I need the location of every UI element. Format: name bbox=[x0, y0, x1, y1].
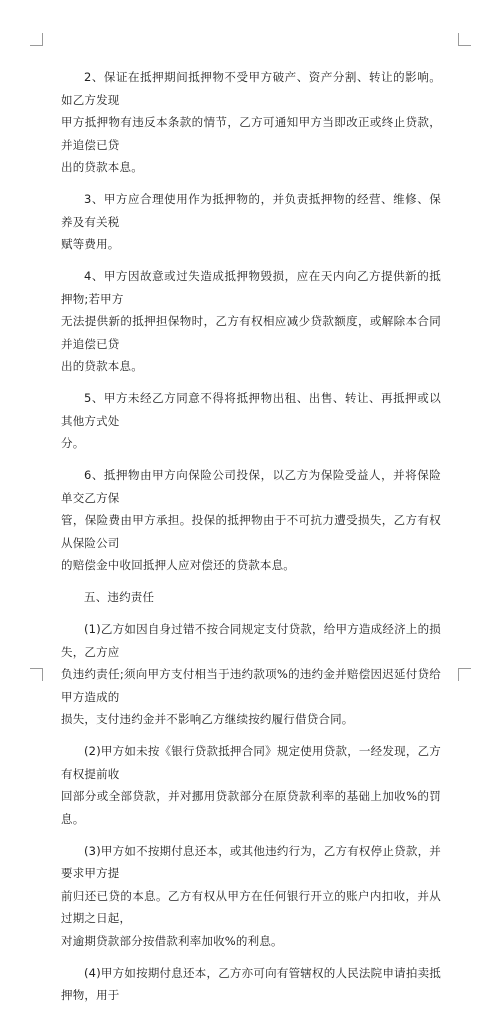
document-body bbox=[61, 66, 441, 1016]
crop-mark-bottom-right bbox=[458, 668, 471, 681]
clause-5-disposal: 5、甲方未经乙方同意不得将抵押物出租、出售、转让、再抵押或以其他方式处 分。 bbox=[61, 391, 441, 450]
clause-4-damage: 4、甲方因故意或过失造成抵押物毁损，应在天内向乙方提供新的抵押物;若甲方 无法提供新的抵押担保物时，乙方有权相应减少贷款额度，或解除本合同并追偿已贷 出的贷款本息。 bbox=[61, 269, 441, 373]
liability-item-3: (3)甲方如不按期付息还本，或其他违约行为，乙方有权停止贷款，并要求甲方提 前归还已贷的本息。乙方有权从甲方在任何银行开立的账户内扣收，并从过期之日起， 对逾期贷款部分按借款利率加收%的利息。 bbox=[61, 843, 441, 948]
crop-mark-top-left bbox=[30, 33, 43, 46]
crop-mark-top-right bbox=[458, 33, 471, 46]
liability-item-2: (2)甲方如未按《银行贷款抵押合同》规定使用贷款，一经发现，乙方有权提前收 回部分或全部贷款，并对挪用贷款部分在原贷款利率的基础上加收%的罚息。 bbox=[61, 744, 441, 826]
liability-item-4: (4)甲方如按期付息还本，乙方亦可向有管辖权的人民法院申请拍卖抵押物，用于 bbox=[61, 965, 441, 1002]
clause-3-use-of-collateral: 3、甲方应合理使用作为抵押物的，并负责抵押物的经营、维修、保养及有关税 赋等费用。 bbox=[61, 192, 441, 251]
clause-2-guarantee: 2、保证在抵押期间抵押物不受甲方破产、资产分割、转让的影响。如乙方发现 甲方抵押物有违反本条款的情节，乙方可通知甲方当即改正或终止贷款，并追偿已贷 出的贷款本息。 bbox=[61, 70, 441, 174]
liability-item-1: (1)乙方如因自身过错不按合同规定支付贷款，给甲方造成经济上的损失，乙方应 负违约责任;须向甲方支付相当于违约款项%的违约金并赔偿因迟延付贷给甲方造成的 损失，支付违约金并不影响乙方继续按约履行借贷合同。 bbox=[61, 622, 441, 726]
section-heading-liability: 五、违约责任 bbox=[84, 590, 155, 604]
crop-mark-bottom-left bbox=[30, 668, 43, 681]
clause-6-insurance: 6、抵押物由甲方向保险公司投保，以乙方为保险受益人，并将保险单交乙方保 管，保险费由甲方承担。投保的抵押物由于不可抗力遭受损失，乙方有权从保险公司 的赔偿金中收回抵押人应对偿还的贷款本息。 bbox=[61, 468, 441, 572]
